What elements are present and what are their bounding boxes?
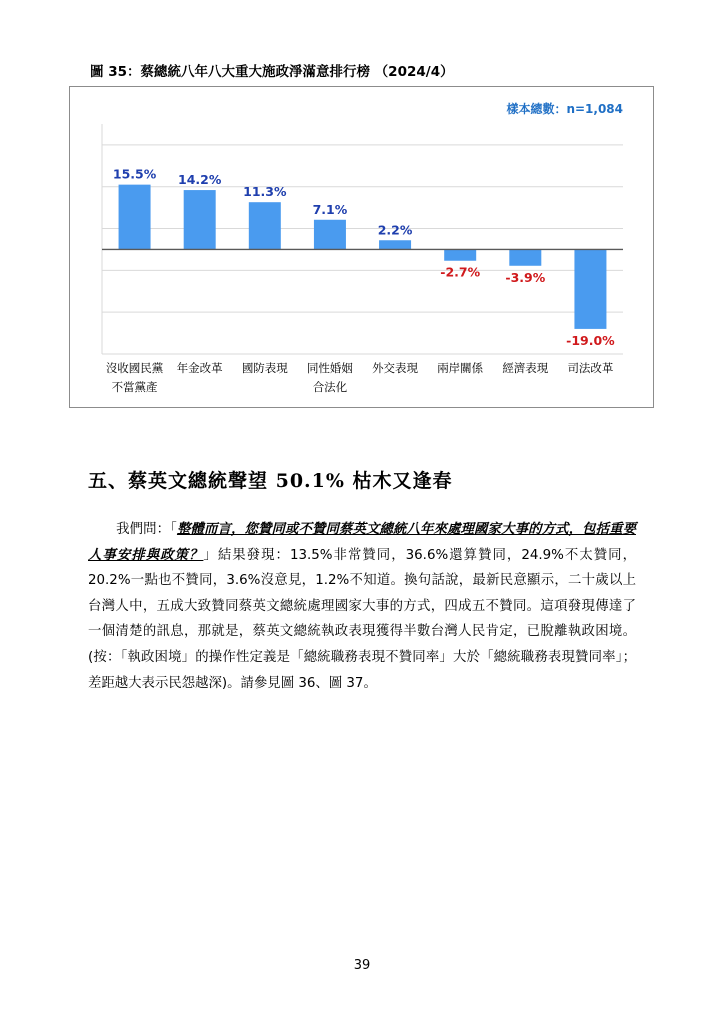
page-number: 39	[353, 958, 371, 973]
category-label: 合法化	[312, 380, 348, 394]
sample-size-label: 樣本總數：n=1,084	[506, 102, 623, 116]
survey-question-quote: 整體而言，您贊同或不贊同蔡英文總統八年來處理國家大事的方式，包括重要人事安排與政策？	[88, 522, 636, 563]
chart-container	[69, 86, 654, 408]
category-label: 不當黨產	[111, 380, 158, 394]
bar	[379, 240, 411, 249]
category-label: 兩岸關係	[437, 361, 484, 375]
bar	[184, 190, 216, 249]
data-label: -2.7%	[440, 264, 481, 280]
net-satisfaction-bar-chart	[70, 87, 655, 409]
data-label: 14.2%	[178, 172, 222, 188]
category-label: 沒收國民黨	[105, 361, 164, 375]
bar	[509, 249, 541, 265]
body-paragraph	[88, 517, 636, 696]
category-label: 同性婚姻	[306, 361, 353, 375]
category-label: 年金改革	[176, 361, 223, 375]
paragraph-rest: 」結果發現：13.5%非常贊同，36.6%還算贊同，24.9%不太贊同，20.2%一點也不贊同，3.6%沒意見，1.2%不知道。換句話說，最新民意顯示，二十歲以上台灣人中，五成大致贊同蔡英文總統處理國家大事的方式，四成五不贊同。這項發現傳達了一個清楚的訊息，那就是，蔡英文總統執政表現獲得半數台灣人民肯定，已脫離執政困境。(按：「執政困境」的操作性定義是「總統職務表現不贊同率」大於「總統職務表現贊同率」；差距越大表示民怨越深)。請參見圖 36、圖 37。	[88, 547, 637, 691]
data-label: 15.5%	[112, 166, 157, 182]
bar	[574, 249, 606, 328]
category-label: 司法改革	[567, 361, 614, 375]
bar	[314, 220, 346, 250]
data-label: 7.1%	[312, 201, 348, 217]
figure-title: 圖 35：蔡總統八年八大重大施政淨滿意排行榜 （2024/4）	[90, 64, 454, 80]
bar	[119, 185, 151, 250]
category-label: 經濟表現	[502, 361, 549, 375]
bar	[444, 249, 476, 260]
data-label: -3.9%	[505, 269, 546, 285]
data-label: 11.3%	[243, 184, 287, 200]
category-label: 國防表現	[241, 361, 288, 375]
paragraph-lead: 我們問：「	[116, 522, 177, 537]
data-label: -19.0%	[566, 332, 615, 348]
category-label: 外交表現	[372, 361, 419, 375]
bar	[249, 202, 281, 249]
data-label: 2.2%	[377, 222, 413, 238]
section-heading: 五、蔡英文總統聲望 50.1% 枯木又逢春	[88, 470, 453, 492]
